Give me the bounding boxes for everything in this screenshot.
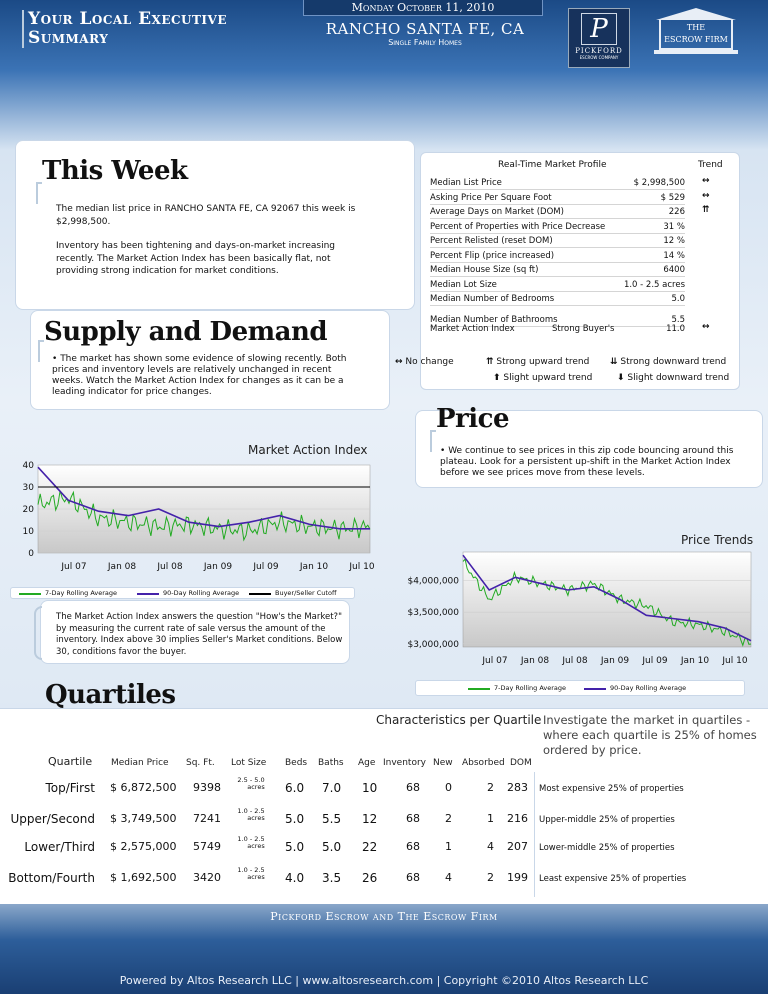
report-title [22, 10, 292, 48]
y-tick-label: 40 [22, 461, 34, 471]
profile-row-value: 5.0 [671, 294, 685, 304]
building-roof-icon [656, 8, 736, 20]
legend-swatch-purple [137, 593, 159, 595]
profile-row-label: Percent Relisted (reset DOM) [430, 236, 553, 246]
report-subtitle: Single Family Homes [388, 38, 462, 47]
absorbed-value: 2 [487, 781, 494, 794]
quartile-description: Lower-middle 25% of properties [539, 843, 675, 853]
supply-demand-heading: Supply and Demand [44, 317, 328, 347]
absorbed-value: 4 [487, 840, 494, 853]
profile-row [430, 250, 685, 263]
legend-strong-down-label: Strong downward trend [620, 357, 727, 367]
legend-swatch-purple [584, 688, 606, 690]
this-week-text-1: The median list price in RANCHO SANTA FE, CA 92067 this week is $2,998,500. [56, 204, 356, 227]
legend-no-change-label: No change [405, 357, 454, 367]
x-tick-label: Jul 08 [562, 656, 588, 666]
profile-row-value: 14 % [663, 250, 685, 261]
baths-value: 5.0 [322, 840, 342, 854]
escrow-firm-line1: THE [686, 23, 706, 32]
mai-chart-legend [10, 587, 355, 599]
legend-slight-up [493, 373, 592, 383]
escrow-firm-line2: ESCROW FIRM [664, 35, 728, 44]
beds-value: 5.0 [285, 840, 305, 854]
market-profile-title: Real-Time Market Profile [498, 160, 607, 170]
profile-row [430, 177, 685, 190]
double-up-arrow-icon: ⇈ [486, 357, 494, 367]
y-tick-label: $4,000,000 [407, 576, 459, 587]
legend-strong-up-label: Strong upward trend [496, 357, 590, 367]
beds-value: 4.0 [285, 871, 305, 885]
quartile-name: Lower/Third [24, 840, 95, 854]
absorbed-value: 1 [487, 812, 494, 825]
profile-row-value: 12 % [663, 236, 685, 246]
double-down-arrow-icon: ⇊ [610, 357, 618, 367]
x-tick-label: Jul 10 [349, 562, 375, 572]
mai-status: Strong Buyer's [552, 324, 615, 334]
lot-size-range: 1.0 - 2.5 [237, 807, 265, 815]
header-median-price: Median Price [111, 758, 169, 768]
report-title-line2: Summary [28, 28, 109, 48]
y-tick-label: $3,000,000 [407, 639, 459, 650]
characteristics-title: Characteristics per Quartile [376, 713, 542, 727]
legend-slight-up-label: Slight upward trend [503, 373, 593, 383]
section-bracket [38, 340, 44, 362]
y-tick-label: 20 [22, 505, 34, 515]
this-week-heading: This Week [42, 156, 188, 186]
legend-7day: 7-Day Rolling Average [45, 589, 118, 597]
profile-row-value: 226 [668, 207, 685, 217]
profile-row-label: Median Lot Size [430, 279, 497, 290]
profile-row-label: Asking Price Per Square Foot [430, 192, 552, 203]
x-tick-label: Jan 08 [520, 656, 550, 666]
legend-swatch-black [249, 593, 271, 595]
y-tick-label: 10 [22, 527, 34, 537]
lot-size-unit: acres [247, 873, 265, 881]
lot-size-range: 1.0 - 2.5 [237, 866, 265, 874]
profile-row [430, 264, 685, 277]
trend-header: Trend [698, 160, 723, 170]
profile-row [430, 221, 685, 234]
header-dom: DOM [510, 758, 532, 768]
header-age: Age [358, 758, 376, 768]
x-tick-label: Jul 08 [157, 562, 183, 572]
header-sqft: Sq. Ft. [186, 758, 215, 768]
down-arrow-icon: ⬇ [617, 373, 625, 383]
new-value: 0 [445, 781, 452, 794]
y-tick-label: 0 [28, 549, 34, 559]
building-base-icon [654, 50, 738, 54]
dom-value: 199 [507, 871, 528, 884]
pickford-name: PICKFORD [575, 47, 623, 55]
mai-note-text: The Market Action Index answers the question "How's the Market?" by measuring the current rate of sale versus the amount of the inventory. Index above 30 implies Seller's Market conditions. Below 30, conditions favor the buyer. [56, 612, 343, 657]
baths-value: 3.5 [322, 871, 342, 885]
profile-row-label: Percent of Properties with Price Decrease [430, 221, 606, 232]
lot-size-unit: acres [247, 783, 265, 791]
age-value: 22 [362, 840, 378, 854]
mai-chart [0, 455, 380, 583]
x-tick-label: Jan 08 [107, 562, 137, 572]
quartiles-intro: Investigate the market in quartiles - where each quartile is 25% of homes ordered by price. [543, 713, 757, 757]
header-baths: Baths [318, 758, 344, 768]
legend-swatch-green [19, 593, 41, 595]
building-columns-icon [659, 20, 733, 50]
x-tick-label: Jul 10 [722, 656, 748, 666]
trend-arrow-icon: ⇈ [702, 205, 709, 215]
profile-row-label: Median List Price [430, 178, 502, 188]
inventory-value: 68 [406, 840, 420, 853]
note-bracket [34, 606, 42, 660]
legend-strong-down [610, 357, 726, 367]
lot-size-value [234, 777, 268, 791]
age-value: 10 [362, 781, 378, 795]
header-new: New [433, 758, 453, 768]
profile-row-value: 5.5 [671, 314, 685, 325]
price-heading: Price [436, 404, 509, 434]
baths-value: 5.5 [322, 812, 342, 826]
report-date: Monday October 11, 2010 [303, 0, 543, 16]
profile-row [430, 293, 685, 306]
inventory-value: 68 [406, 781, 420, 794]
beds-value: 6.0 [285, 781, 305, 795]
sqft-value: 7241 [193, 812, 221, 825]
pickford-logo [568, 8, 630, 68]
inventory-value: 68 [406, 871, 420, 884]
legend-90day: 90-Day Rolling Average [163, 589, 240, 597]
dom-value: 207 [507, 840, 528, 853]
sqft-value: 5749 [193, 840, 221, 853]
new-value: 2 [445, 812, 452, 825]
new-value: 4 [445, 871, 452, 884]
x-tick-label: Jan 10 [299, 562, 329, 572]
quartile-name: Top/First [45, 781, 95, 795]
lot-size-unit: acres [247, 814, 265, 822]
lot-size-value [234, 808, 268, 822]
footer-firm: Pickford Escrow and The Escrow Firm [270, 910, 498, 923]
median-price: $ 6,872,500 [110, 781, 177, 794]
legend-7day: 7-Day Rolling Average [494, 684, 567, 692]
lot-size-value [234, 867, 268, 881]
profile-row-label: Median House Size (sq ft) [430, 265, 539, 275]
sqft-value: 9398 [193, 781, 221, 794]
quartiles-heading: Quartiles [45, 680, 176, 710]
profile-row-value: 31 % [663, 221, 685, 232]
beds-value: 5.0 [285, 812, 305, 826]
x-tick-label: Jul 09 [253, 562, 279, 572]
lot-size-range: 2.5 - 5.0 [237, 776, 265, 784]
x-tick-label: Jan 09 [203, 562, 233, 572]
price-chart [385, 548, 768, 673]
dom-value: 216 [507, 812, 528, 825]
new-value: 1 [445, 840, 452, 853]
x-tick-label: Jul 07 [482, 656, 508, 666]
section-bracket [430, 430, 436, 452]
baths-value: 7.0 [322, 781, 342, 795]
x-tick-label: Jan 10 [680, 656, 710, 666]
this-week-text-2: Inventory has been tightening and days-on-market increasing recently. The Market Action Index has been basically flat, not providing strong indication for market conditions. [56, 241, 335, 276]
report-city: RANCHO SANTA FE, CA [325, 20, 525, 38]
profile-row-value: 1.0 - 2.5 acres [623, 279, 685, 290]
up-arrow-icon: ⬆ [493, 373, 501, 383]
price-chart-legend [415, 680, 745, 696]
market-action-row [430, 323, 685, 336]
median-price: $ 1,692,500 [110, 871, 177, 884]
median-price: $ 3,749,500 [110, 812, 177, 825]
mai-chart-title: Market Action Index [248, 443, 368, 457]
lot-size-unit: acres [247, 842, 265, 850]
mai-trend-icon: ↔ [702, 322, 709, 332]
quartile-name: Upper/Second [10, 812, 95, 826]
section-bracket [36, 182, 42, 204]
age-value: 12 [362, 812, 378, 826]
bullet-icon: • [52, 354, 58, 364]
age-value: 26 [362, 871, 378, 885]
trend-arrow-icon: ↔ [702, 190, 709, 201]
supply-demand-body: The market has shown some evidence of slowing recently. Both prices and inventory levels are relatively unchanged in recent weeks. Watch the Market Action Index for changes as it can be a leading indicator for price changes. [52, 354, 347, 397]
profile-row [430, 279, 685, 292]
report-title-line1: Your Local Executive [28, 9, 227, 29]
double-arrow-icon: ↔ [395, 357, 403, 367]
footer-powered: Powered by Altos Research LLC | www.altosresearch.com | Copyright ©2010 Altos Research LLC [119, 974, 649, 987]
escrow-firm-logo [652, 8, 740, 68]
median-price: $ 2,575,000 [110, 840, 177, 853]
legend-cutoff: Buyer/Seller Cutoff [275, 589, 337, 597]
profile-row-label: Percent Flip (price increased) [430, 250, 555, 261]
quartile-description: Upper-middle 25% of properties [539, 815, 675, 825]
profile-row [430, 235, 685, 248]
supply-demand-text [52, 354, 352, 398]
legend-no-change [395, 357, 454, 367]
lot-size-range: 1.0 - 2.5 [237, 835, 265, 843]
quartile-name: Bottom/Fourth [8, 871, 95, 885]
header-inventory: Inventory [383, 758, 426, 768]
legend-strong-up [486, 357, 589, 367]
price-chart-title: Price Trends [681, 533, 754, 547]
price-text [440, 446, 750, 479]
header-beds: Beds [285, 758, 308, 768]
profile-row [430, 192, 685, 205]
plot-area [463, 552, 751, 647]
quartile-description: Least expensive 25% of properties [539, 874, 687, 884]
legend-slight-down-label: Slight downward trend [627, 373, 730, 383]
header-lot-size: Lot Size [231, 758, 267, 768]
legend-90day: 90-Day Rolling Average [610, 684, 687, 692]
mai-label: Market Action Index [430, 324, 515, 334]
inventory-value: 68 [406, 812, 420, 825]
profile-row-label: Average Days on Market (DOM) [430, 207, 564, 217]
profile-row [430, 206, 685, 219]
lot-size-value [234, 836, 268, 850]
profile-row-value: $ 529 [660, 192, 685, 203]
x-tick-label: Jan 09 [600, 656, 630, 666]
header-absorbed: Absorbed [462, 758, 505, 768]
pickford-tag: ESCROW COMPANY [579, 55, 619, 60]
quartile-description: Most expensive 25% of properties [539, 784, 684, 794]
legend-swatch-green [468, 688, 490, 690]
legend-slight-down [617, 373, 729, 383]
x-tick-label: Jul 09 [642, 656, 668, 666]
profile-row-value: 6400 [663, 265, 685, 275]
y-tick-label: 30 [22, 483, 34, 493]
quartile-divider [534, 772, 535, 897]
price-body: We continue to see prices in this zip code bouncing around this plateau. Look for a persistent up-shift in the Market Action Index before we see prices move from these levels. [440, 446, 734, 478]
absorbed-value: 2 [487, 871, 494, 884]
profile-row-value: $ 2,998,500 [633, 178, 685, 188]
header-quartile: Quartile [48, 755, 93, 768]
trend-arrow-icon: ↔ [702, 176, 709, 186]
sqft-value: 3420 [193, 871, 221, 884]
mai-value: 11.0 [666, 324, 685, 334]
x-tick-label: Jul 07 [61, 562, 87, 572]
pickford-monogram: P [581, 13, 617, 45]
profile-row-label: Median Number of Bedrooms [430, 294, 555, 304]
profile-row-label: Median Number of Bathrooms [430, 314, 558, 325]
bullet-icon: • [440, 446, 446, 456]
y-tick-label: $3,500,000 [407, 608, 459, 619]
dom-value: 283 [507, 781, 528, 794]
